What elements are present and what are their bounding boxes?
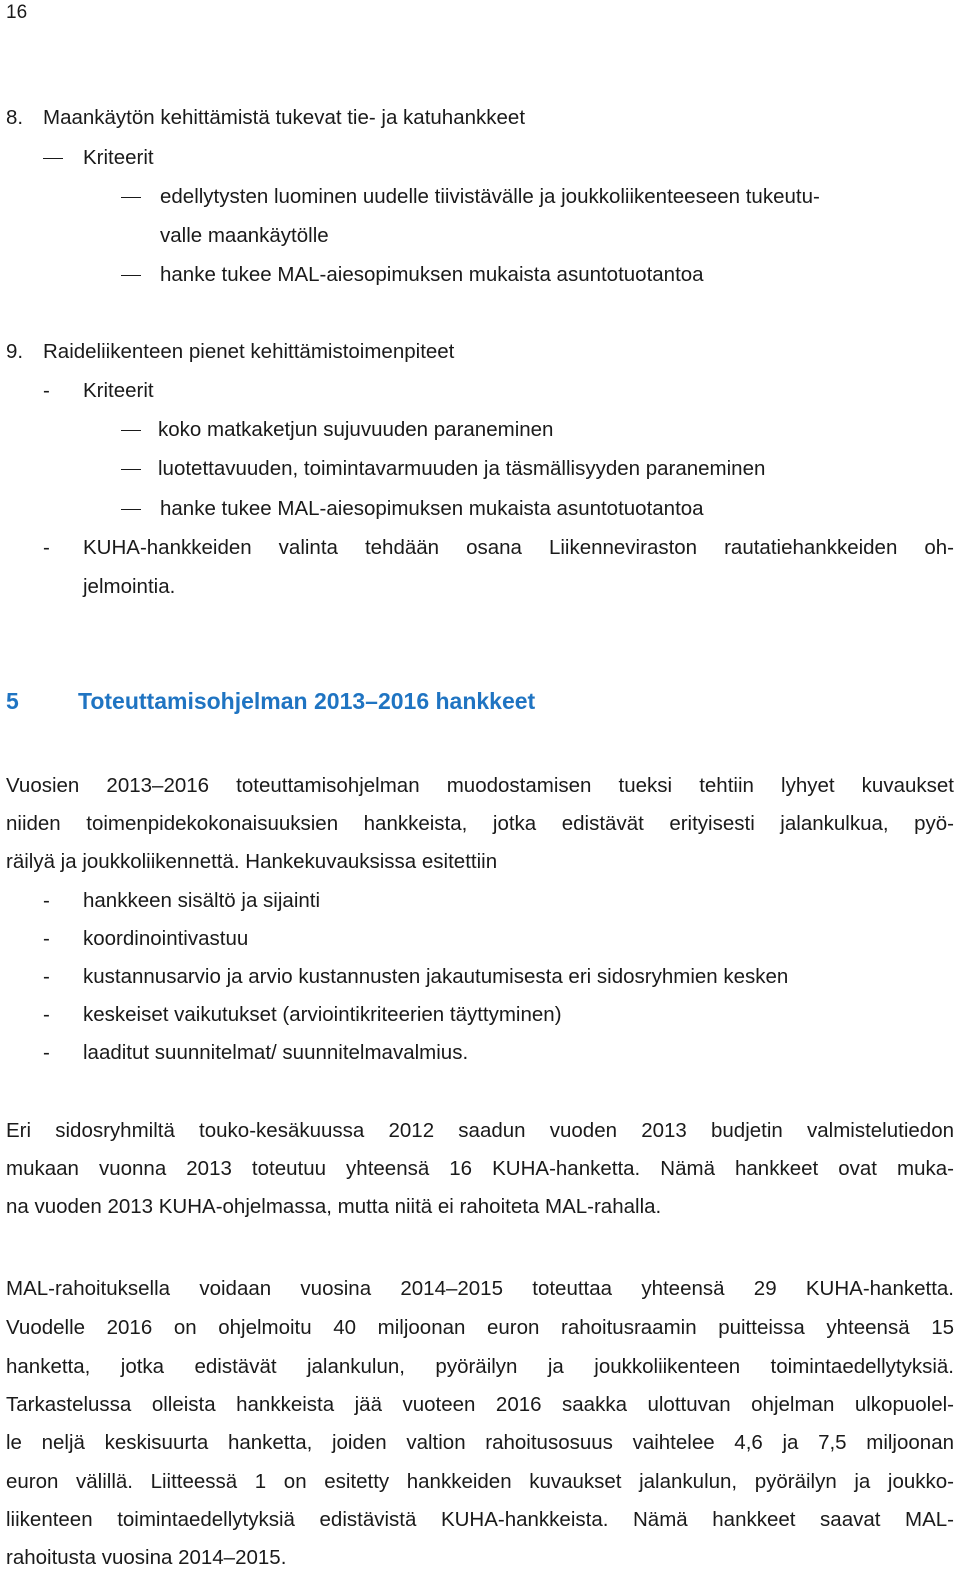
dash-bullet-icon — [121, 185, 141, 209]
list-item: hankkeen sisältö ja sijainti — [83, 889, 321, 912]
para-3-line-4: Tarkastelussa olleista hankkeista jää vuoteen 2016 saakka ulottuvan ohjelman ulkopuolel- — [6, 1393, 954, 1416]
para-3-line-6: euron välillä. Liitteessä 1 on esitetty hankkeiden kuvaukset jalankulun, pyöräilyn ja joukko- — [6, 1470, 954, 1493]
section-8-criterion-1-line-2: valle maankäytölle — [160, 224, 329, 247]
section-9-note-line-1: KUHA-hankkeiden valinta tehdään osana Liikenneviraston rautatiehankkeiden oh- — [83, 536, 954, 559]
heading-title: Toteuttamisohjelman 2013–2016 hankkeet — [78, 688, 536, 714]
dash-bullet-icon — [121, 263, 141, 287]
section-9-number: 9. — [6, 340, 24, 363]
hyphen-bullet: - — [43, 1003, 50, 1026]
list-item: laaditut suunnitelmat/ suunnitelmavalmius. — [83, 1041, 469, 1064]
section-8-criterion-2: hanke tukee MAL-aiesopimuksen mukaista asuntotuotantoa — [160, 263, 704, 286]
dash-bullet-icon — [43, 146, 63, 170]
section-9-title: Raideliikenteen pienet kehittämistoimenpiteet — [43, 340, 455, 363]
section-8-criteria-label: Kriteerit — [83, 146, 154, 169]
page-number: 16 — [6, 2, 28, 23]
section-9-criterion-3: hanke tukee MAL-aiesopimuksen mukaista asuntotuotantoa — [160, 497, 704, 520]
hyphen-bullet: - — [43, 536, 50, 559]
para-3-line-8: rahoitusta vuosina 2014–2015. — [6, 1546, 287, 1569]
section-9-criterion-2: luotettavuuden, toimintavarmuuden ja täsmällisyyden paraneminen — [158, 457, 766, 480]
section-9-criteria-label: Kriteerit — [83, 379, 154, 402]
list-item: koordinointivastuu — [83, 927, 249, 950]
hyphen-bullet: - — [43, 965, 50, 988]
para-3-line-3: hanketta, jotka edistävät jalankulun, pyöräilyn ja joukkoliikenteen toimintaedellytyksiä. — [6, 1355, 954, 1378]
para-3-line-7: liikenteen toimintaedellytyksiä edistävistä KUHA-hankkeista. Nämä hankkeet saavat MAL- — [6, 1508, 954, 1531]
para-2-line-3: na vuoden 2013 KUHA-ohjelmassa, mutta niitä ei rahoiteta MAL-rahalla. — [6, 1195, 662, 1218]
para-1-line-3: räilyä ja joukkoliikennettä. Hankekuvauksissa esitettiin — [6, 850, 498, 873]
para-1-line-2: niiden toimenpidekokonaisuuksien hankkeista, jotka edistävät erityisesti jalankulkua, pyö- — [6, 812, 954, 835]
section-9-note-line-2: jelmointia. — [83, 575, 176, 598]
section-9-criterion-1: koko matkaketjun sujuvuuden paraneminen — [158, 418, 554, 441]
hyphen-bullet: - — [43, 927, 50, 950]
hyphen-bullet: - — [43, 1041, 50, 1064]
dash-bullet-icon — [121, 418, 141, 442]
hyphen-bullet: - — [43, 379, 50, 402]
section-8-number: 8. — [6, 106, 24, 129]
heading-number: 5 — [6, 688, 19, 714]
para-3-line-5: le neljä keskisuurta hanketta, joiden valtion rahoitusosuus vaihtelee 4,6 ja 7,5 miljoonan — [6, 1431, 954, 1454]
dash-bullet-icon — [121, 457, 141, 481]
section-8-title: Maankäytön kehittämistä tukevat tie- ja katuhankkeet — [43, 106, 526, 129]
section-8-criterion-1-line-1: edellytysten luominen uudelle tiivistävälle ja joukkoliikenteeseen tukeutu- — [160, 185, 820, 208]
list-item: kustannusarvio ja arvio kustannusten jakautumisesta eri sidosryhmien kesken — [83, 965, 789, 988]
para-3-line-2: Vuodelle 2016 on ohjelmoitu 40 miljoonan euron rahoitusraamin puitteissa yhteensä 15 — [6, 1316, 954, 1339]
para-2-line-2: mukaan vuonna 2013 toteutuu yhteensä 16 KUHA-hanketta. Nämä hankkeet ovat muka- — [6, 1157, 954, 1180]
dash-bullet-icon — [121, 497, 141, 521]
para-3-line-1: MAL-rahoituksella voidaan vuosina 2014–2015 toteuttaa yhteensä 29 KUHA-hanketta. — [6, 1277, 954, 1300]
hyphen-bullet: - — [43, 889, 50, 912]
para-1-line-1: Vuosien 2013–2016 toteuttamisohjelman muodostamisen tueksi tehtiin lyhyet kuvaukset — [6, 774, 954, 797]
para-2-line-1: Eri sidosryhmiltä touko-kesäkuussa 2012 saadun vuoden 2013 budjetin valmistelutiedon — [6, 1119, 954, 1142]
list-item: keskeiset vaikutukset (arviointikriteerien täyttyminen) — [83, 1003, 562, 1026]
